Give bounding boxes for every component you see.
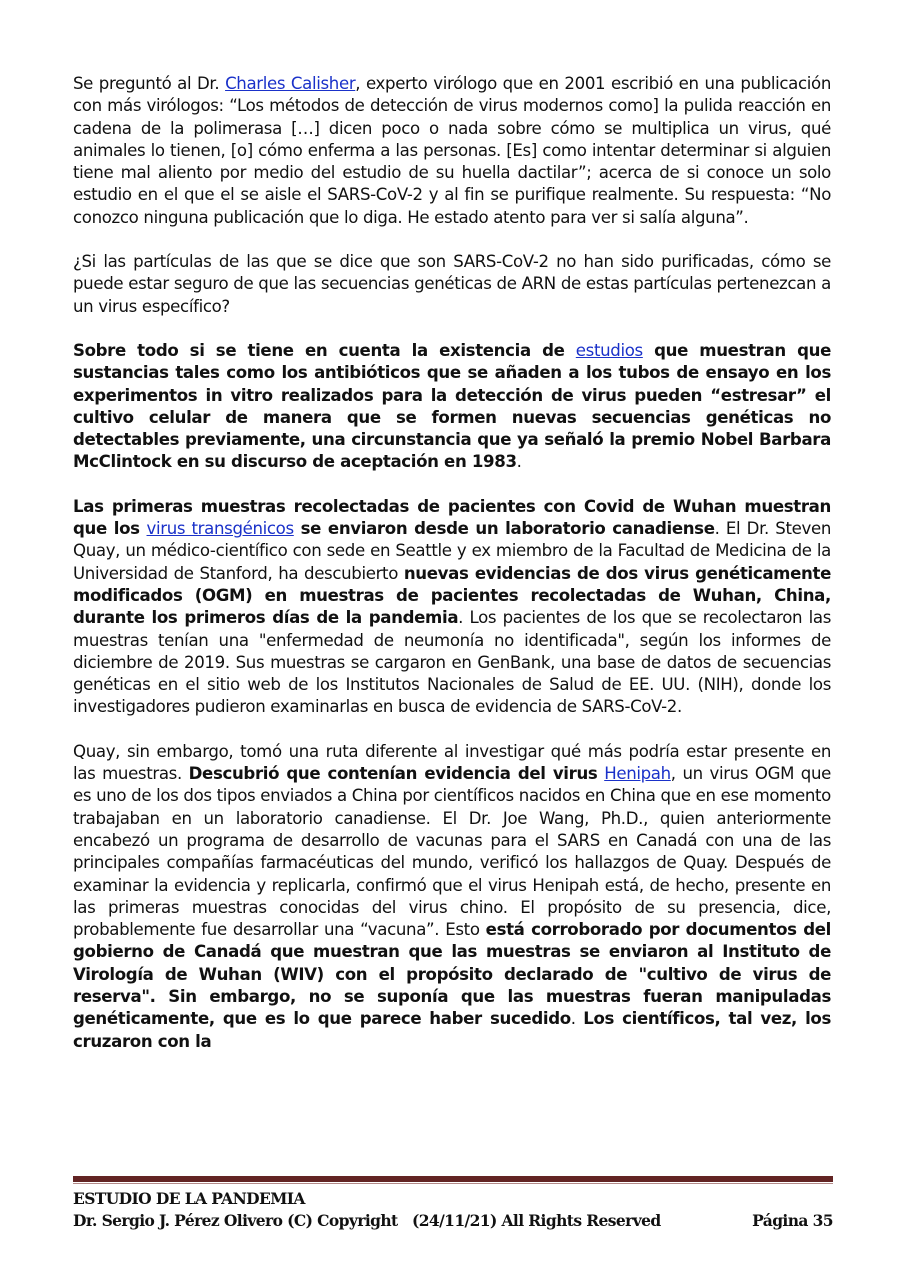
footer-copyright: Dr. Sergio J. Pérez Olivero (C) Copyright (24/11/21) All Rights Reserved <box>73 1211 661 1230</box>
page-footer <box>73 1188 833 1232</box>
link-charles-calisher[interactable]: Charles Calisher <box>225 74 356 93</box>
link-estudios[interactable]: estudios <box>575 340 643 360</box>
paragraph-question: ¿Si las partículas de las que se dice que son SARS-CoV-2 no han sido purificadas, cómo se puede estar seguro de que las secuencias genéticas de ARN de estas partículas pertenezcan a un virus específico? <box>73 252 831 316</box>
document-body <box>73 73 831 1075</box>
footer-title: ESTUDIO DE LA PANDEMIA <box>73 1189 305 1208</box>
footer-rule <box>73 1176 833 1182</box>
footer-author-line <box>73 1210 833 1232</box>
link-henipah[interactable]: Henipah <box>604 764 671 784</box>
page-number: Página 35 <box>752 1211 833 1230</box>
paragraph-studies: Sobre todo si se tiene en cuenta la existencia de estudios que muestran que sustancias tales como los antibióticos que se añaden a los tubos de ensayo en los experimentos in vitro realizados para la detección de virus pueden “estresar” el cultivo celular de manera que se formen nuevas secuencias genéticas no detectables previamente, una circunstancia que ya señaló la premio Nobel Barbara McClintock en su discurso de aceptación en 1983. <box>73 340 831 472</box>
paragraph-quay-henipah: Quay, sin embargo, tomó una ruta diferente al investigar qué más podría estar presente en las muestras. Descubrió que contenían evidencia del virus Henipah, un virus OGM que es uno de los dos tipos enviados a China por científicos nacidos en China que en ese momento trabajaban en un laboratorio canadiense. El Dr. Joe Wang, Ph.D., quien anteriormente encabezó un programa de desarrollo de vacunas para el SARS en Canadá con una de las principales compañías farmacéuticas del mundo, verificó los hallazgos de Quay. Después de examinar la evidencia y replicarla, confirmó que el virus Henipah está, de hecho, presente en las primeras muestras conocidas del virus chino. El propósito de su presencia, dice, probablemente fue desarrollar una “vacuna”. Esto está corroborado por documentos del gobierno de Canadá que muestran que las muestras se enviaron al Instituto de Virología de Wuhan (WIV) con el propósito declarado de "cultivo de virus de reserva". Sin embargo, no se suponía que las muestras fueran manipuladas genéticamente, que es lo que parece haber sucedido. Los científicos, tal vez, los cruzaron con la <box>73 741 831 1051</box>
paragraph-wuhan-samples: Las primeras muestras recolectadas de pacientes con Covid de Wuhan muestran que los virus transgénicos se enviaron desde un laboratorio canadiense. El Dr. Steven Quay, un médico-científico con sede en Seattle y ex miembro de la Facultad de Medicina de la Universidad de Stanford, ha descubierto nuevas evidencias de dos virus genéticamente modificados (OGM) en muestras de pacientes recolectadas de Wuhan, China, durante los primeros días de la pandemia. Los pacientes de los que se recolectaron las muestras tenían una "enfermedad de neumonía no identificada", según los informes de diciembre de 2019. Sus muestras se cargaron en GenBank, una base de datos de secuencias genéticas en el sitio web de los Institutos Nacionales de Salud de EE. UU. (NIH), donde los investigadores pudieron examinarlas en busca de evidencia de SARS-CoV-2. <box>73 496 831 717</box>
paragraph-calisher: Se preguntó al Dr. Charles Calisher, experto virólogo que en 2001 escribió en una publicación con más virólogos: “Los métodos de detección de virus modernos como] la pulida reacción en cadena de la polimerasa […] dicen poco o nada sobre cómo se multiplica un virus, qué animales lo tienen, [o] cómo enferma a las personas. [Es] como intentar determinar si alguien tiene mal aliento por medio del estudio de su huella dactilar”; acerca de si conoce un solo estudio en el que el se aisle el SARS-CoV-2 y al fin se purifique realmente. Su respuesta: “No conozco ninguna publicación que lo diga. He estado atento para ver si salía alguna”. <box>73 74 831 227</box>
footer-rule-thin <box>73 1183 833 1184</box>
link-virus-transgenicos[interactable]: virus transgénicos <box>146 519 294 539</box>
